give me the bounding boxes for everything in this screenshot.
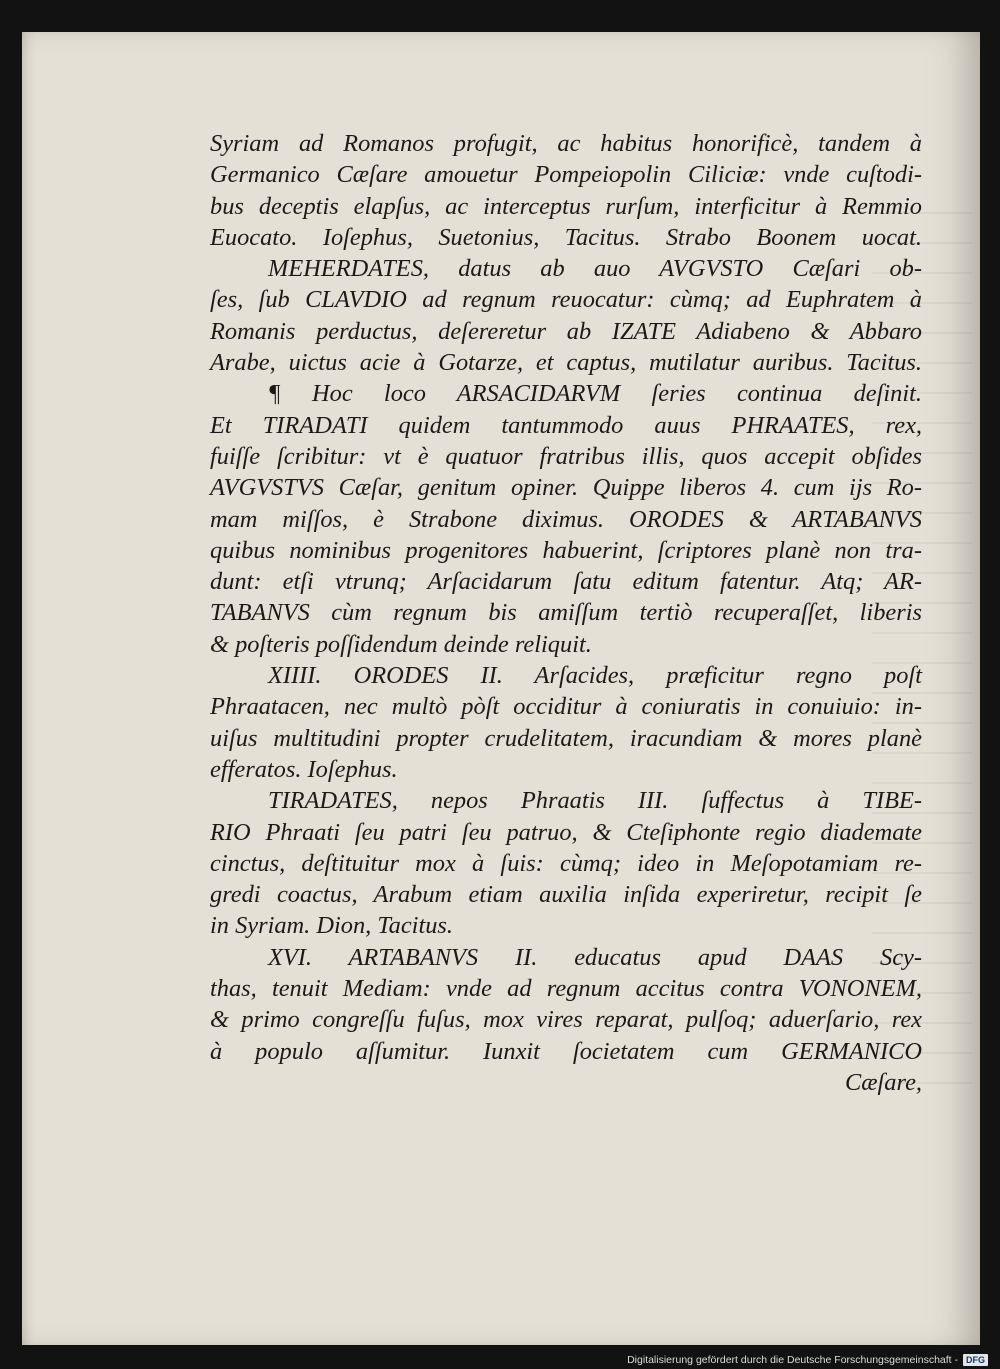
text-line: efferatos. Ioſephus. bbox=[210, 755, 398, 783]
credit-text: Digitalisierung gefördert durch die Deutsche Forschungsgemeinschaft - bbox=[627, 1354, 958, 1366]
catchword: Cæſare, bbox=[844, 1068, 922, 1096]
text-line: AVGVSTVS Cæſar, genitum opiner. Quippe liberos 4. cum ijs Ro- bbox=[210, 474, 922, 502]
text-line: Euocato. Ioſephus, Suetonius, Tacitus. Strabo Boonem uocat. bbox=[210, 223, 922, 251]
text-line: RIO Phraati ſeu patri ſeu patruo, & Cteſiphonte regio diademate bbox=[210, 818, 922, 846]
text-line: gredi coactus, Arabum etiam auxilia inſida experiretur, recipit ſe bbox=[210, 881, 922, 909]
text-line: Syriam ad Romanos profugit, ac habitus honorificè, tandem à bbox=[210, 130, 922, 157]
text-line: Arabe, uictus acie à Gotarze, et captus, mutilatur auribus. Tacitus. bbox=[210, 349, 922, 377]
text-line: quibus nominibus progenitores habuerint, ſcriptores planè non tra- bbox=[210, 536, 922, 564]
text-line: Germanico Cæſare amouetur Pompeiopolin Ciliciæ: vnde cuſtodi- bbox=[210, 161, 922, 189]
page-text-block bbox=[210, 128, 922, 1098]
dfg-logo-icon: DFG bbox=[963, 1354, 988, 1366]
text-line: mam miſſos, è Strabone diximus. ORODES & ARTABANVS bbox=[210, 505, 922, 533]
text-line: XVI. ARTABANVS II. educatus apud DAAS Scy- bbox=[268, 943, 922, 971]
book-page bbox=[22, 32, 980, 1345]
digitization-credit bbox=[627, 1354, 988, 1366]
text-line: TIRADATES, nepos Phraatis III. ſuffectus à TIBE- bbox=[268, 787, 922, 815]
text-line: Romanis perductus, deſereretur ab IZATE Adiabeno & Abbaro bbox=[210, 317, 922, 345]
text-line: cinctus, deſtituitur mox à ſuis: cùmq; ideo in Meſopotamiam re- bbox=[210, 849, 922, 877]
text-line: XIIII. ORODES II. Arſacides, præficitur regno poſt bbox=[268, 662, 922, 690]
text-line: uiſus multitudini propter crudelitatem, iracundiam & mores planè bbox=[210, 724, 922, 752]
text-line: ¶ Hoc loco ARSACIDARVM ſeries continua deſinit. bbox=[268, 380, 922, 408]
text-line: Et TIRADATI quidem tantummodo auus PHRAATES, rex, bbox=[210, 411, 922, 439]
text-line: dunt: etſi vtrunq; Arſacidarum ſatu editum fatentur. Atq; AR- bbox=[210, 568, 922, 596]
text-line: in Syriam. Dion, Tacitus. bbox=[210, 912, 454, 940]
text-line: thas, tenuit Mediam: vnde ad regnum accitus contra VONONEM, bbox=[210, 975, 922, 1003]
text-line: MEHERDATES, datus ab auo AVGVSTO Cæſari ob- bbox=[268, 255, 922, 283]
text-line: à populo aſſumitur. Iunxit ſocietatem cum GERMANICO bbox=[210, 1037, 922, 1065]
text-line: bus deceptis elapſus, ac interceptus rurſum, interficitur à Remmio bbox=[210, 192, 922, 220]
text-line: ſes, ſub CLAVDIO ad regnum reuocatur: cùmq; ad Euphratem à bbox=[210, 286, 922, 314]
text-line: Phraatacen, nec multò pòſt occiditur à coniuratis in conuiuio: in- bbox=[210, 693, 922, 721]
text-line: fuiſſe ſcribitur: vt è quatuor fratribus illis, quos accepit obſides bbox=[210, 442, 922, 470]
text-line: & primo congreſſu fuſus, mox vires reparat, pulſoq; aduerſario, rex bbox=[210, 1006, 922, 1034]
text-line: & poſteris poſſidendum deinde reliquit. bbox=[210, 630, 592, 658]
text-line: TABANVS cùm regnum bis amiſſum tertiò recuperaſſet, liberis bbox=[210, 599, 922, 627]
